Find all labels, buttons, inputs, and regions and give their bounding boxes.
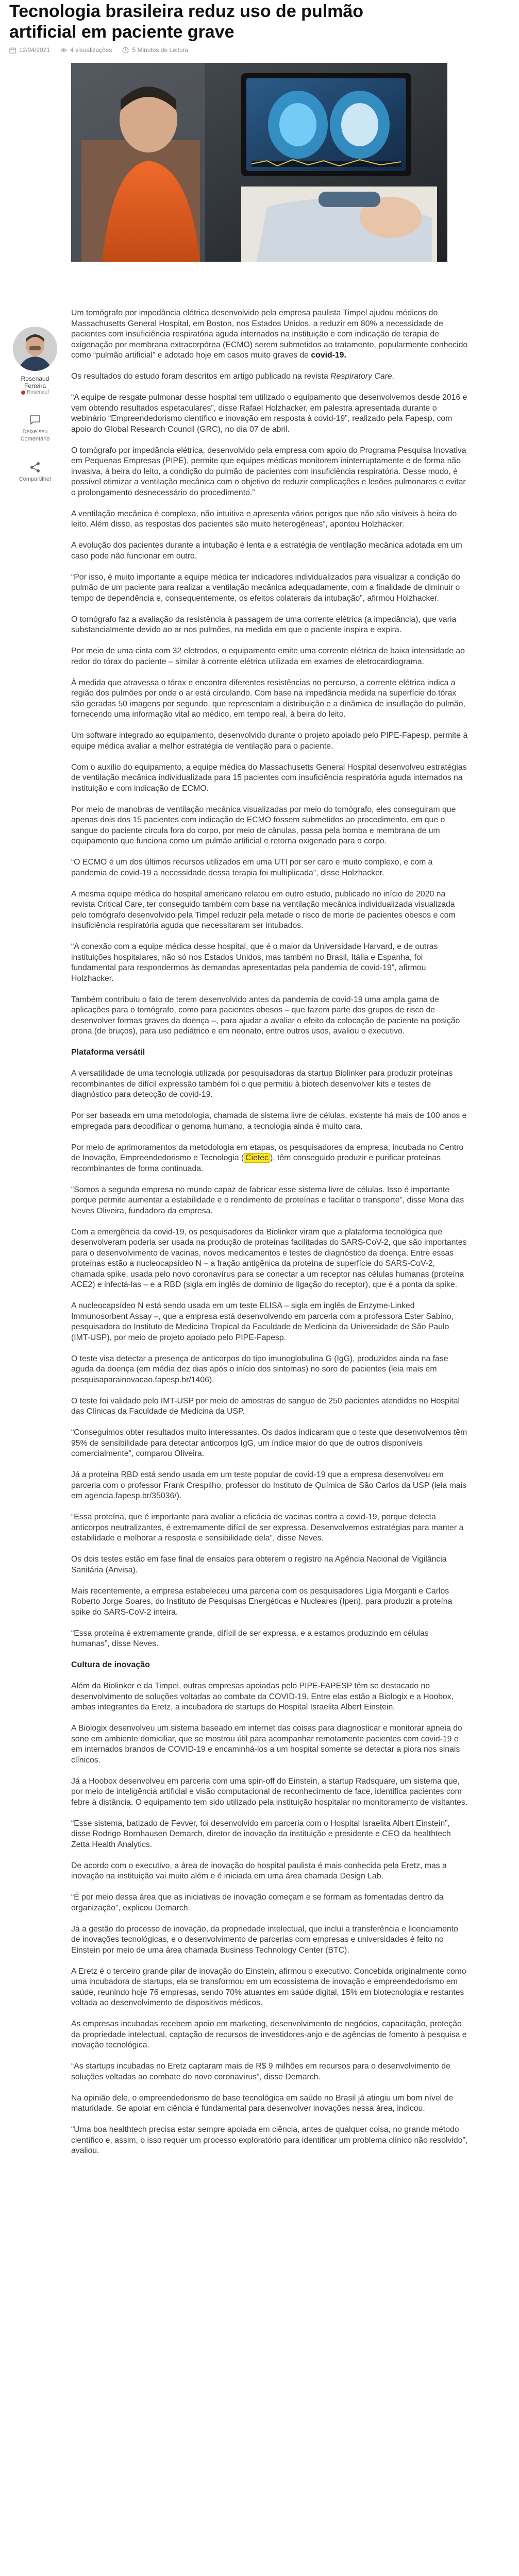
paragraph-text: “O ECMO é um dos últimos recursos utilizados em uma UTI por ser caro e muito complexo, e com a pandemia de covid-19 a necessidade dessa terapia foi multiplicada”, disse Holzhacker.	[71, 858, 433, 877]
article-paragraph	[71, 1586, 468, 1618]
paragraph-text: “A conexão com a equipe médica desse hospital, que é o maior da Universidade Harvard, e de outras instituições hospitalares, não só nos Estados Unidos, mas também no Brasil, Itália e Espanha, foi fundamental para respondermos às demandas apresentadas pela pandemia de covid-19”, afirmou Holzhacker.	[71, 942, 438, 983]
paragraph-text: “Conseguimos obter resultados muito interessantes. Os dados indicaram que o teste que desenvolvemos têm 95% de sensibilidade para detectar anticorpos IgG, um índice maior do que de outros disponíveis comercialmente”, comparou Oliveira.	[71, 1428, 467, 1458]
paragraph-text: O teste foi validado pelo IMT-USP por meio de amostras de sangue de 250 pacientes atendidos no Hospital das Clínicas da Faculdade de Medicina da USP.	[71, 1396, 460, 1416]
article-paragraph	[71, 2019, 468, 2051]
article-paragraph	[71, 1819, 468, 1851]
article-paragraph	[71, 1512, 468, 1544]
paragraph-text: A evolução dos pacientes durante a intubação é lenta e a estratégia de ventilação mecânica adotada em um caso pode não funcionar em outro.	[71, 541, 462, 561]
paragraph-text: Um tomógrafo por impedância elétrica desenvolvido pela empresa paulista Timpel ajudou médicos do Massachusetts General Hospital, em Boston, nos Estados Unidos, a reduzir em 80% a necessidade de pacientes com insuficiência respiratória aguda internados na instituição e com indicação de terapia de oxigenação por membrana extracorpórea (ECMO) serem submetidos ao tratamento, popularmente conhecido como “pulmão artificial” e adotado hoje em casos muito graves de	[71, 309, 468, 360]
meta-read-time-text: 5 Minutos de Leitura	[132, 46, 189, 54]
article-paragraph	[71, 509, 468, 530]
article-paragraph	[71, 805, 468, 847]
article-paragraph	[71, 308, 468, 361]
article-paragraph	[71, 1554, 468, 1575]
paragraph-text: Por meio de uma cinta com 32 eletrodos, o equipamento emite uma corrente elétrica de baixa intensidade ao redor do tórax do paciente – similar à corrente elétrica utilizada em exames de eletrocardiograma.	[71, 647, 465, 666]
check-badge-icon	[21, 391, 25, 395]
article-paragraph	[71, 371, 468, 382]
emphasis-text[interactable]: covid-19.	[311, 351, 346, 360]
article-paragraph	[71, 1470, 468, 1502]
paragraph-text: Mais recentemente, a empresa estabeleceu uma parceria com os pesquisadores Ligia Morganti e Carlos Roberto Jorge Soares, do Instituto de Pesquisas Energéticas e Nucleares (Ipen), para produzir a proteína spike do SARS-CoV-2 inteira.	[71, 1586, 453, 1617]
paragraph-text: A mesma equipe médica do hospital americano relatou em outro estudo, publicado no início de 2020 na revista Critical Care, ter conseguido também com base na ventilação mecânica individualizada visualizada pelo tomógrafo desenvolvido pela Timpel reduzir pela metade o risco de morte de pacientes obesos e com insuficiência respiratória aguda que necessitaram ser intubados.	[71, 889, 456, 930]
paragraph-text: “Somos a segunda empresa no mundo capaz de fabricar esse sistema livre de células. Isso é importante porque permite aumentar a estabilidade e o rendimento de proteínas e facilitar o transporte”, disse Mona das Neves Oliveira, fundadora da empresa.	[71, 1185, 464, 1215]
article-paragraph	[71, 2061, 468, 2082]
article-title: Tecnologia brasileira reduz uso de pulmão artificial em paciente grave	[9, 2, 364, 42]
article-paragraph	[71, 731, 468, 752]
author-role-text: Rosenauf	[27, 389, 49, 395]
article-paragraph	[71, 1301, 468, 1343]
highlighted-term[interactable]: Cietec	[244, 1153, 270, 1163]
share-action-label: Compartilhe!	[19, 476, 52, 482]
author-name[interactable]: Rosenaud Ferreira	[21, 375, 49, 389]
paragraph-text: A ventilação mecânica é complexa, não intuitiva e apresenta vários perigos que não são visíveis à beira do leito. Além disso, as respostas dos pacientes são muito heterogêneas”, apontou Holzhacker.	[71, 509, 457, 529]
paragraph-text: “É por meio dessa área que as iniciativas de inovação começam e se formam as fomentadas dentro da organização”, explicou Demarch.	[71, 1893, 444, 1912]
paragraph-text: A versatilidade de uma tecnologia utilizada por pesquisadoras da startup Biolinker para produzir proteínas recombinantes de difícil expressão também foi o que permitiu à biotech desenvolver kits e testes de diagnóstico para detecção de covid-19.	[71, 1069, 453, 1099]
article-paragraph	[71, 1681, 468, 1713]
paragraph-text: “Por isso, é muito importante a equipe médica ter indicadores individualizados para visualizar a condição do pulmão de um paciente para realizar a ventilação mecânica adequadamente, com a finalidade de diminuir o tempo de dependência e, consequentemente, os efeitos colaterais da intubação”, afirmou Holzhacker.	[71, 572, 461, 603]
article-paragraph	[71, 446, 468, 499]
article-paragraph	[71, 1776, 468, 1808]
paragraph-text: A Eretz é o terceiro grande pilar de inovação do Einstein, afirmou o executivo. Concebida originalmente como uma incubadora de startups, ela se transformou em um ecossistema de inovação e empreendedorismo em saúde, reunindo hoje 76 empresas, sendo 70% atuantes em saúde digital, 15% em biotecnologia e restantes voltada ao desenvolvimento de dispositivos médicos.	[71, 1967, 466, 2007]
article-paragraph	[71, 1629, 468, 1650]
article-paragraph	[71, 1143, 468, 1175]
paragraph-text: A nucleocapsídeo N está sendo usada em um teste ELISA – sigla em inglês de Enzyme-Linked Immunosorbent Assay –, que a empresa está desenvolvendo em parceria com a professora Ester Sabino, pesquisadora do Instituto de Medicina Tropical da Faculdade de Medicina da Universidade de São Paulo (IMT-USP), por meio de projeto apoiado pelo PIPE-Fapesp.	[71, 1301, 454, 1342]
article-paragraph	[71, 540, 468, 562]
paragraph-text: “Essa proteína, que é importante para avaliar a eficácia de vacinas contra a covid-19, porque detecta anticorpos neutralizantes, é extremamente difícil de ser expressa. Desenvolvemos estratégias para manter a estabilidade e melhorar a resposta e sensibilidade dela”, disse Neves.	[71, 1513, 464, 1543]
article-paragraph	[71, 1924, 468, 1956]
paragraph-text: Já a proteína RBD está sendo usada em um teste popular de covid-19 que a empresa desenvolveu em parceria com o professor Frank Crespilho, professor do Instituto de Química de São Carlos da USP (leia mais em agencia.fapesp.br/35036/).	[71, 1470, 467, 1500]
article-paragraph	[71, 572, 468, 604]
paragraph-text: Já a gestão do processo de inovação, da propriedade intelectual, que inclui a transferência e licenciamento de inovações tecnológicas, e o desenvolvimento de parcerias com empresas e universidades é feito no Einstein por meio de uma área chamada Business Technology Center (BTC).	[71, 1924, 458, 1955]
section-heading	[71, 1047, 468, 1058]
comment-icon	[29, 414, 41, 426]
journal-name: Respiratory Care	[330, 372, 392, 381]
paragraph-text: Com o auxílio do equipamento, a equipe médica do Massachusetts General Hospital desenvolveu estratégias de ventilação mecânica individualizada para 15 pacientes com insuficiência respiratória aguda internados na instituição e com indicação de ECMO.	[71, 762, 467, 793]
paragraph-text: Por ser baseada em uma metodologia, chamada de sistema livre de células, existente há mais de 100 anos e empregada para decodificar o genoma humano, a tecnologia ainda é muito cara.	[71, 1111, 467, 1131]
article-paragraph	[71, 1354, 468, 1386]
article-paragraph	[71, 646, 468, 667]
article-paragraph	[71, 857, 468, 878]
article-paragraph	[71, 678, 468, 720]
hospital-ventilation-photo	[71, 63, 447, 262]
paragraph-text: Na opinião dele, o empreendedorismo de base tecnológica em saúde no Brasil já atingiu um bom nível de maturidade. Se apoiar em ciência é fundamental para desenvolver inovações nessa área, indicou.	[71, 2093, 454, 2113]
article-paragraph	[71, 1967, 468, 2009]
paragraph-text: Já a Hoobox desenvolveu em parceria com uma spin-off do Einstein, a startup Radsquare, um sistema que, por meio de inteligência artificial e visão computacional de reconhecimento de face, identifica pacientes com febre à distância. O equipamento tem sido utilizado pela instituição hospitalar no monitoramento de visitantes.	[71, 1776, 468, 1807]
paragraph-text: Por meio de manobras de ventilação mecânica visualizadas por meio do tomógrafo, eles conseguiram que apenas dois dos 15 pacientes com indicação de ECMO fossem submetidos ao procedimento, em que o sangue do paciente circula fora do corpo, por meio de cânulas, passa pela bomba e membrana de um equipamento que funciona como um pulmão artificial e retorna oxigenado para o corpo.	[71, 805, 456, 845]
paragraph-text: “As startups incubadas no Eretz captaram mais de R$ 9 milhões em recursos para o desenvolvimento de soluções voltadas ao combate do novo coronavírus”, disse Demarch.	[71, 2062, 450, 2081]
paragraph-text: O teste visa detectar a presença de anticorpos do tipo imunoglobulina G (IgG), produzidos ainda na fase aguda da doença (em média dez dias após o início dos sintomas) no soro de pacientes (leia mais em pesquisaparainovacao.fapesp.br/1406).	[71, 1354, 448, 1384]
hero-image	[71, 63, 447, 262]
paragraph-text: Um software integrado ao equipamento, desenvolvido durante o projeto apoiado pelo PIPE-Fapesp, permite à equipe médica avaliar a melhor estratégia de ventilação para o paciente.	[71, 731, 468, 751]
article-paragraph	[71, 2125, 468, 2157]
paragraph-text: Os dois testes estão em fase final de ensaios para obterem o registro na Agência Nacional de Vigilância Sanitária (Anvisa).	[71, 1555, 447, 1574]
paragraph-text: “A equipe de resgate pulmonar desse hospital tem utilizado o equipamento que desenvolvemos desde 2016 e vem obtendo resultados espetaculares”, disse Rafael Holzhacker, em palestra apresentada durante o webinário “Empreendedorismo científico e inovação em resposta à covid-19”, realizado pela Fapesp, com apoio do Global Research Council (GRC), no dia 07 de abril.	[71, 393, 467, 434]
author-avatar	[13, 327, 57, 371]
article-paragraph	[71, 889, 468, 931]
article-paragraph	[71, 2093, 468, 2114]
article-paragraph	[71, 1428, 468, 1460]
clock-icon	[122, 47, 129, 54]
meta-date-text: 12/04/2021	[19, 46, 51, 54]
meta-date	[9, 46, 50, 54]
share-icon	[29, 461, 41, 473]
article-paragraph	[71, 393, 468, 435]
paragraph-text: As empresas incubadas recebem apoio em marketing, desenvolvimento de negócios, capacitação, proteção da propriedade intelectual, captação de recursos de investidores-anjo e de agências de fomento à pesquisa e inovação tecnológica.	[71, 2020, 467, 2049]
share-action[interactable]	[19, 461, 51, 483]
paragraph-text: De acordo com o executivo, a área de inovação do hospital paulista é mais conhecida pela Eretz, mas a inovação na instituição vai muito além e é iniciada em uma área chamada Design Lab.	[71, 1861, 447, 1880]
article-paragraph	[71, 995, 468, 1037]
article-paragraph	[71, 1227, 468, 1291]
eye-icon	[60, 47, 67, 54]
article-paragraph	[71, 762, 468, 794]
article-paragraph	[71, 1396, 468, 1417]
meta-views	[60, 46, 112, 54]
paragraph-text: À medida que atravessa o tórax e encontra diferentes resistências no percurso, a corrente elétrica indica a região dos pulmões por onde o ar está circulando. Com base na impedância medida na superfície do tórax são geradas 50 imagens por segundo, que representam a distribuição e a dinâmica de insuflação do pulmão, fornecendo uma informação vital ao médico, em tempo real, à beira do leito.	[71, 678, 465, 719]
section-heading	[71, 1660, 468, 1671]
paragraph-text: Cultura de inovação	[71, 1660, 150, 1669]
paragraph-text: O tomógrafo faz a avaliação da resistência à passagem de uma corrente elétrica (a impedância), que varia substancialmente devido ao ar nos pulmões, na medida em que o paciente inspira e expira.	[71, 615, 457, 634]
paragraph-text: O tomógrafo por impedância elétrica, desenvolvido pela empresa com apoio do Programa Pesquisa Inovativa em Pequenas Empresas (PIPE), permite que equipes médicas monitorem ininterruptamente e de forma não invasiva, à beira do leito, a condição do pulmão de pacientes com insuficiência respiratória. Desse modo, é possível otimizar a ventilação mecânica com o objetivo de reduzir complicações e lesões pulmonares e evitar o prolongamento desnecessário do procedimento.”	[71, 446, 466, 497]
article-paragraph	[71, 1861, 468, 1882]
paragraph-text: “Essa proteína é extremamente grande, difícil de ser expressa, e a estamos produzindo em células humanas”, disse Neves.	[71, 1629, 429, 1648]
paragraph-text-end: ), têm conseguido produzir e purificar proteínas recombinantes de forma continuada.	[71, 1154, 441, 1173]
article-paragraph	[71, 1892, 468, 1913]
article-paragraph	[71, 942, 468, 984]
author-sidebar	[9, 327, 61, 483]
article-paragraph	[71, 1111, 468, 1132]
paragraph-text: Plataforma versátil	[71, 1048, 145, 1057]
paragraph-text: Também contribuiu o fato de terem desenvolvido antes da pandemia de covid-19 uma ampla gama de aplicações para o tomógrafo, como para pacientes obesos – que fazem parte dos grupos de risco de desenvolver formas graves da doença –, para ajudar a avaliar o efeito da colocação de paciente na posição prona (de bruços), para uso pediátrico e em neonato, entre outros usos, avaliou o executivo.	[71, 995, 460, 1036]
comment-action[interactable]	[9, 414, 61, 443]
paragraph-text: Além da Biolinker e da Timpel, outras empresas apoiadas pelo PIPE-FAPESP têm se destacado no desenvolvimento de soluções voltadas ao combate da COVID-19. Entre elas estão a Biologix e a Hoobox, ambas integrantes da Eretz, a incubadora de startups do Hospital Israelita Albert Einstein.	[71, 1682, 454, 1711]
paragraph-text-end: .	[392, 372, 394, 381]
author-role	[21, 389, 49, 395]
paragraph-text: Com a emergência da covid-19, os pesquisadores da Biolinker viram que a plataforma tecnológica que desenvolveram poderia ser usada na produção de proteínas facilitadas do SARS-CoV-2, que são importantes para o desenvolvimento de vacinas, novos medicamentos e testes de diagnóstico da doença. Entre essas proteínas estão a nucleocapsídeo N – a fração antigênica da proteína de superfície do SARS-CoV-2, chamada spike, usada pelo novo coronavírus para se conectar a um receptor nas células humanas (proteína ACE2) e infectá-las – e a RBD (sigla em inglês de domínio de ligação do receptor), que é a ponta da spike.	[71, 1227, 467, 1289]
article-paragraph	[71, 1723, 468, 1766]
article-paragraph	[71, 1185, 468, 1217]
comment-action-label: Deixe seu Comentário	[20, 429, 50, 442]
paragraph-text: Os resultados do estudo foram descritos em artigo publicado na revista	[71, 372, 331, 381]
article-paragraph	[71, 615, 468, 636]
article-paragraph	[71, 1069, 468, 1100]
paragraph-text: A Biologix desenvolveu um sistema baseado em internet das coisas para diagnosticar e monitorar apneia do sono em ambiente domiciliar, que se mostrou útil para acompanhar remotamente pacientes com covid-19 e em internados brandos de COVID-19 e encaminhá-los a um hospital somente se detectar a piora nos sinais clínicos.	[71, 1724, 462, 1765]
paragraph-text: “Esse sistema, batizado de Fevver, foi desenvolvido em parceria com o Hospital Israelita Albert Einstein”, disse Rodrigo Bornhausen Demarch, diretor de inovação da instituição e presidente e CEO da healthtech Zetta Health Analytics.	[71, 1819, 451, 1849]
paragraph-text: Por meio de aprimoramentos da metodologia em etapas, os pesquisadores da empresa, incubada no Centro de Inovação, Empreendedorismo e Tecnologia (	[71, 1143, 464, 1162]
calendar-icon	[9, 47, 16, 54]
author-photo	[13, 327, 57, 371]
paragraph-text: “Uma boa healthtech precisa estar sempre apoiada em ciência, antes de qualquer coisa, no grande método científico e, assim, o isso requer um processo exploratório para identificar um problema clínico não resolvido”, avaliou.	[71, 2125, 468, 2155]
article-body	[71, 308, 468, 2167]
article-meta	[9, 45, 188, 55]
meta-read-time	[122, 46, 188, 54]
meta-views-text: 4 visualizações	[70, 46, 112, 54]
